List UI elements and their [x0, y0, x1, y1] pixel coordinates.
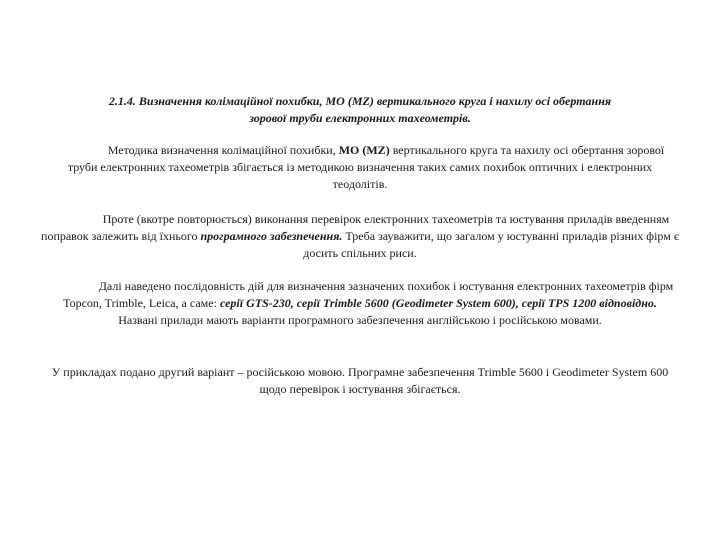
- paragraph-sequence: [40, 278, 680, 329]
- p4-text: У прикладах подано другий варіант – російською мовою. Програмне забезпечення Trimble 5600 і Geodimeter System 600 щодо перевірок і юстування збігається.: [51, 365, 669, 396]
- p3-text-2: Названі прилади мають варіанти програмного забезпечення англійською і російською мовами.: [118, 313, 602, 327]
- p3-emphasis: серії GTS-230, серії Trimble 5600 (Geodimeter System 600), серії TPS 1200 відповідно.: [219, 296, 657, 310]
- paragraph-example-variant: [40, 364, 680, 398]
- p2-text-2: Треба зауважити, що загалом у юстуванні приладів різних фірм є досить спільних риси.: [303, 229, 679, 260]
- p1-text-2: вертикального круга та нахилу осі обертання зорової труби електронних тахеометрів збігається із методикою визначення таких самих похибок оптичних і електронних теодолітів.: [67, 143, 665, 191]
- p2-text-1: Проте (вкотре повторюється) виконання перевірок електронних тахеометрів та юстування приладів введенням поправок залежить від їхнього: [41, 212, 670, 243]
- p1-text-1: Методика визначення колімаційної похибки,: [107, 143, 339, 157]
- p1-mo-term: МО (MZ): [338, 143, 390, 157]
- paragraph-methodology: [40, 142, 680, 193]
- p3-text-1: Далі наведено послідовність дій для визначення зазначених похибок і юстування електронних тахеометрів фірм Topcon, Trimble, Leica, а саме:: [63, 279, 674, 310]
- section-heading: [40, 93, 680, 127]
- p2-emphasis: програмного забезпечення.: [200, 229, 343, 243]
- section-heading-line1: 2.1.4. Визначення колімаційної похибки, МО (MZ) вертикального круга і нахилу осі обертання: [108, 94, 612, 108]
- paragraph-software: [40, 211, 680, 262]
- section-heading-line2: зорової труби електронних тахеометрів.: [249, 111, 471, 125]
